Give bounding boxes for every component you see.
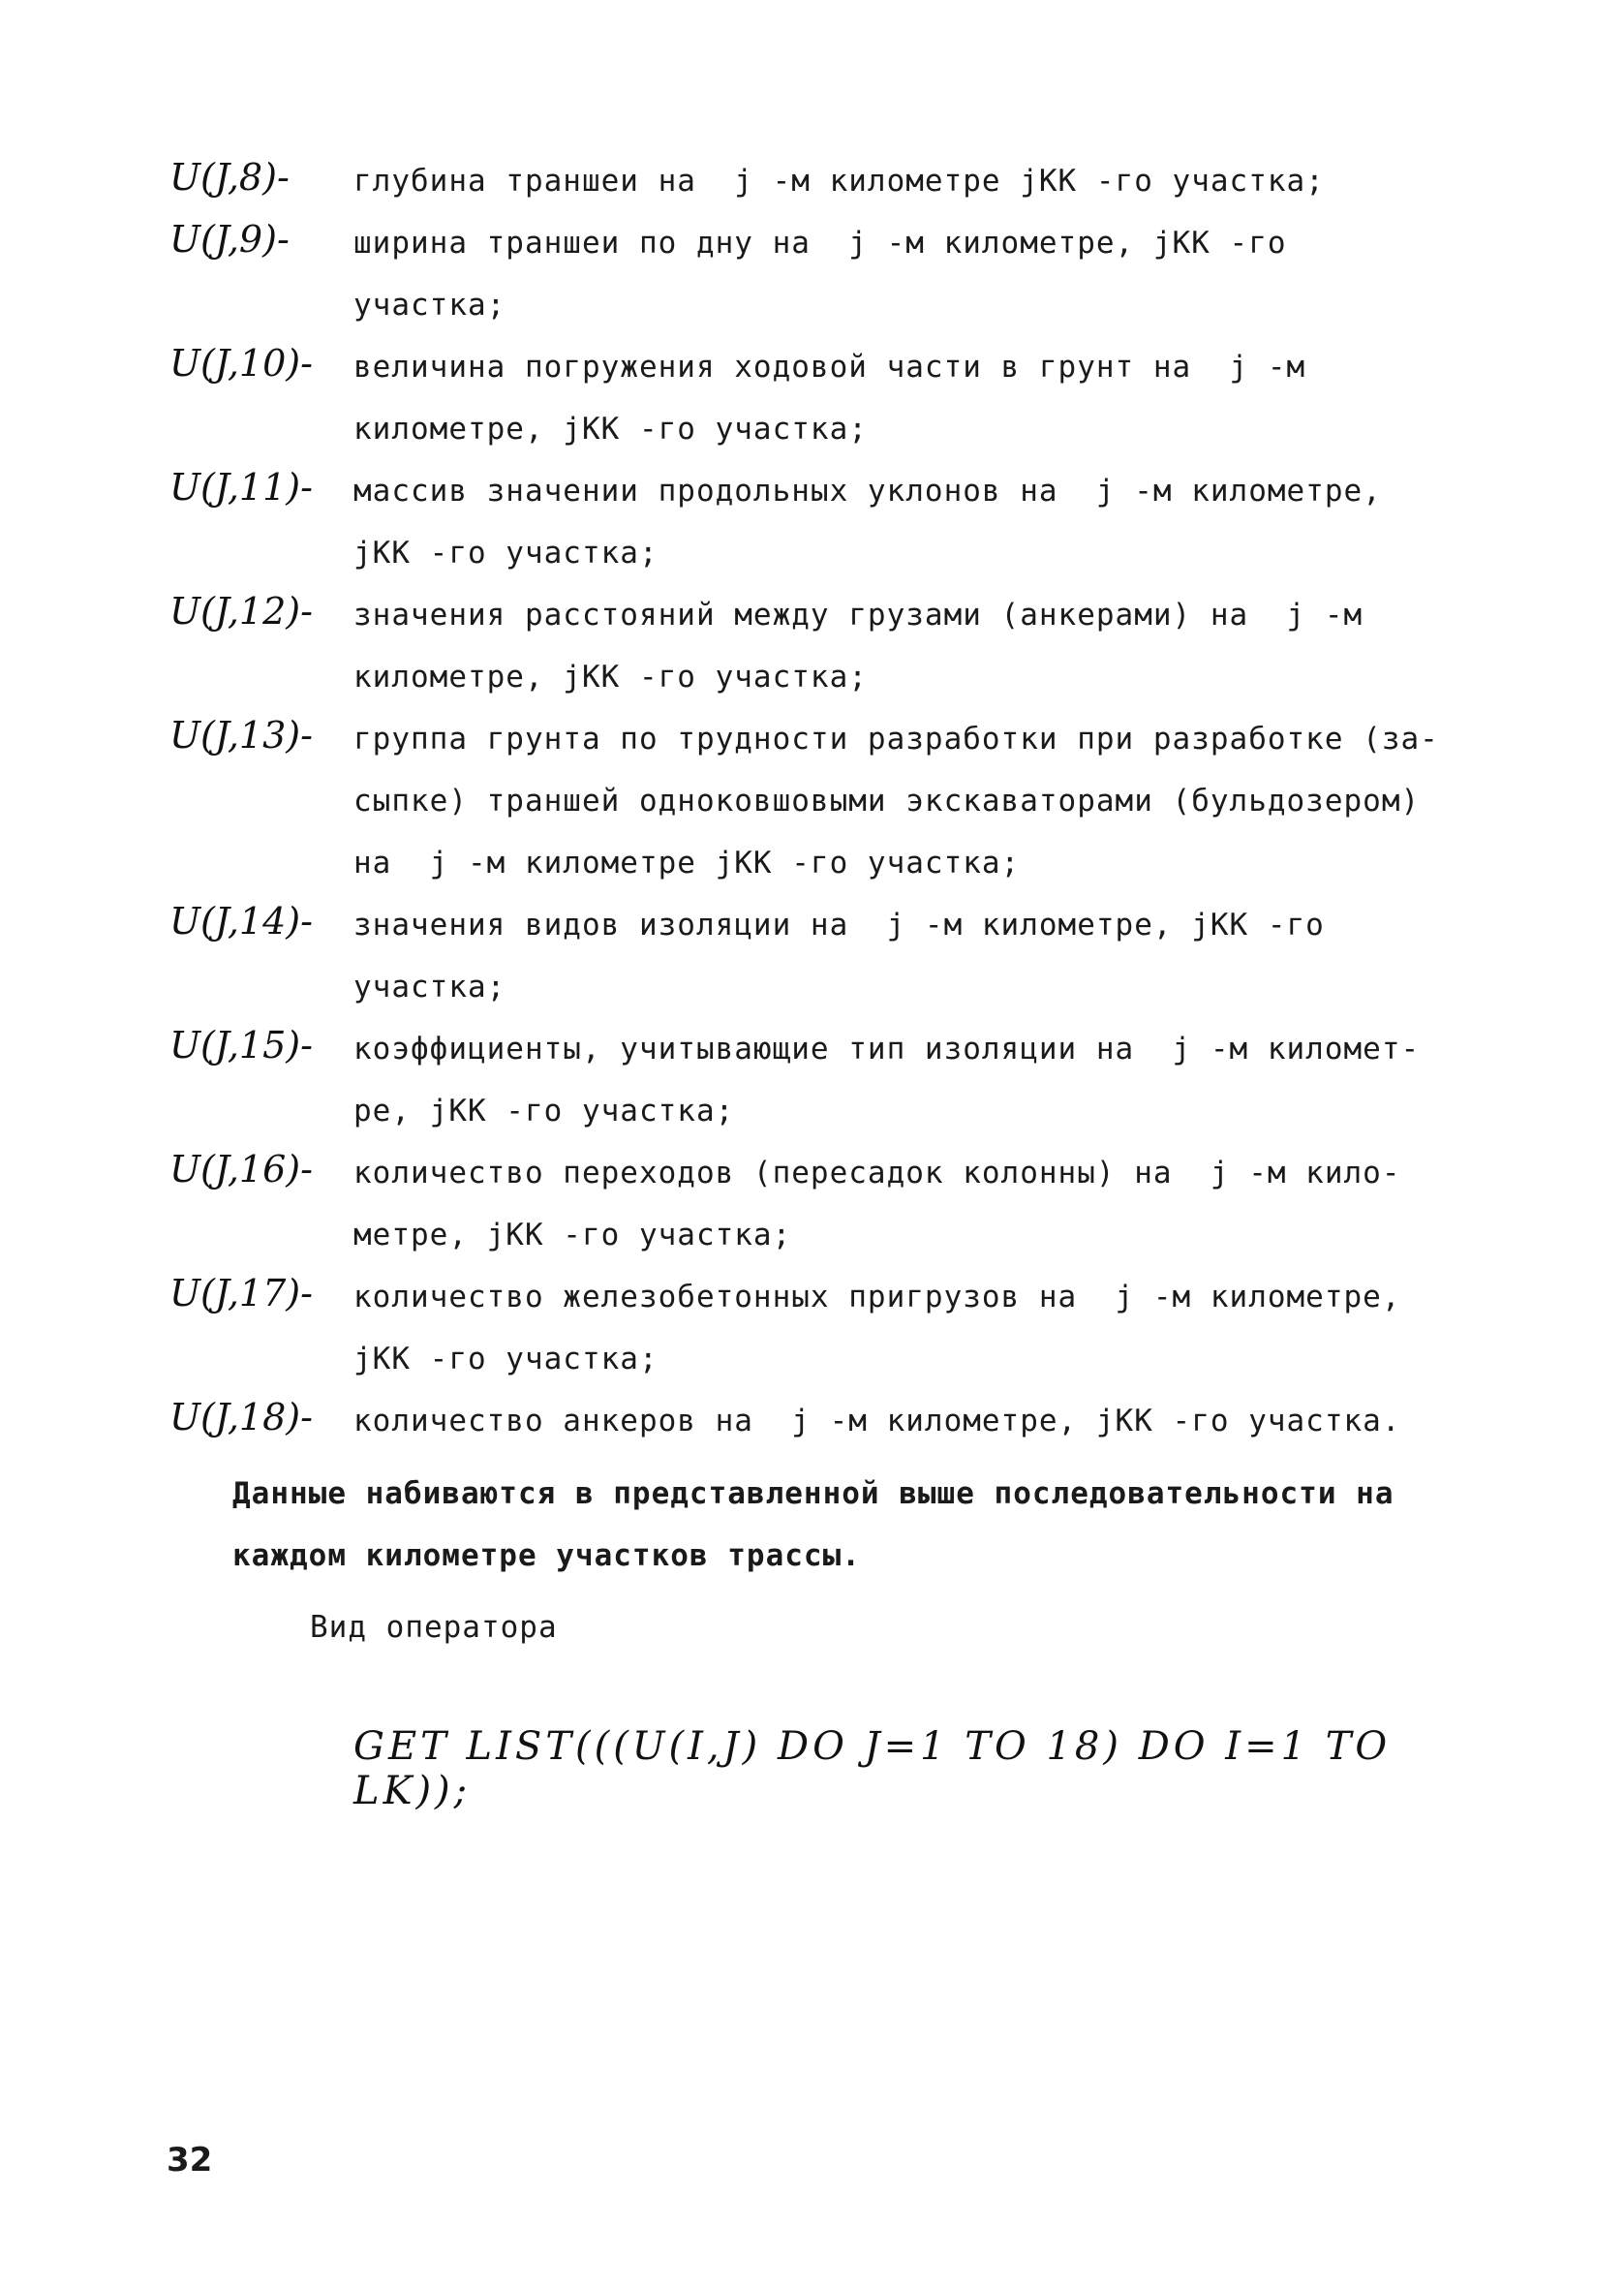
entry-line: на j -м километре jKK -го участка; (353, 846, 1021, 881)
entry-line: глубина траншеи на j -м километре jKK -го участка; (353, 164, 1325, 199)
entry-label: U(J,18)- (169, 1396, 313, 1438)
entry-line: jKK -го участка; (353, 536, 659, 571)
operator-code: GET LIST(((U(I,J) DO J=1 TO 18) DO I=1 TO LK)); (353, 1724, 1392, 1813)
entry-line: количество анкеров на j -м километре, jKK -го участка. (353, 1404, 1401, 1438)
entry-label: U(J,16)- (169, 1148, 313, 1190)
entry-line: jKK -го участка; (353, 1342, 659, 1376)
operator-heading: Вид оператора (310, 1610, 558, 1645)
entry-line: ре, jKK -го участка; (353, 1094, 735, 1129)
entry-line: массив значении продольных уклонов на j -м километре, (353, 474, 1382, 509)
entry-line: сыпке) траншей одноковшовыми экскаваторами (бульдозером) (353, 784, 1421, 819)
entry-label: U(J,17)- (169, 1272, 313, 1314)
entry-label: U(J,8)- (169, 156, 290, 199)
operator-heading-block (232, 1596, 1433, 1658)
paragraph-line: Данные набиваются в представленной выше последовательности на (232, 1476, 1394, 1511)
page-number: 32 (167, 2141, 213, 2180)
entry-line: километре, jKK -го участка; (353, 412, 868, 447)
entry-label: U(J,11)- (169, 466, 313, 509)
entry-line: участка; (353, 288, 506, 323)
entry-label: U(J,10)- (169, 342, 313, 385)
data-entry-paragraph (232, 1463, 1433, 1587)
entry-line: участка; (353, 970, 506, 1005)
entry-line: значения расстояний между грузами (анкерами) на j -м (353, 598, 1364, 633)
entry-label: U(J,12)- (169, 590, 313, 633)
entry-line: значения видов изоляции на j -м километре, jKK -го (353, 908, 1325, 943)
entry-line: группа грунта по трудности разработки при разработке (за- (353, 722, 1439, 757)
entry-label: U(J,14)- (169, 900, 313, 943)
entry-label: U(J,15)- (169, 1024, 313, 1067)
entry-line: количество переходов (пересадок колонны) на j -м кило- (353, 1156, 1401, 1190)
entry-label: U(J,13)- (169, 714, 313, 757)
paragraph-line: каждом километре участков трассы. (232, 1538, 861, 1573)
entry-line: километре, jKK -го участка; (353, 660, 868, 695)
entry-line: коэффициенты, учитывающие тип изоляции на j -м километ- (353, 1032, 1421, 1067)
entry-line: ширина траншеи по дну на j -м километре, jKK -го (353, 226, 1287, 261)
entry-line: метре, jKK -го участка; (353, 1218, 792, 1252)
entry-line: величина погружения ходовой части в грунт на j -м (353, 350, 1306, 385)
entry-line: количество железобетонных пригрузов на j -м километре, (353, 1280, 1401, 1314)
entry-label: U(J,9)- (169, 218, 290, 261)
